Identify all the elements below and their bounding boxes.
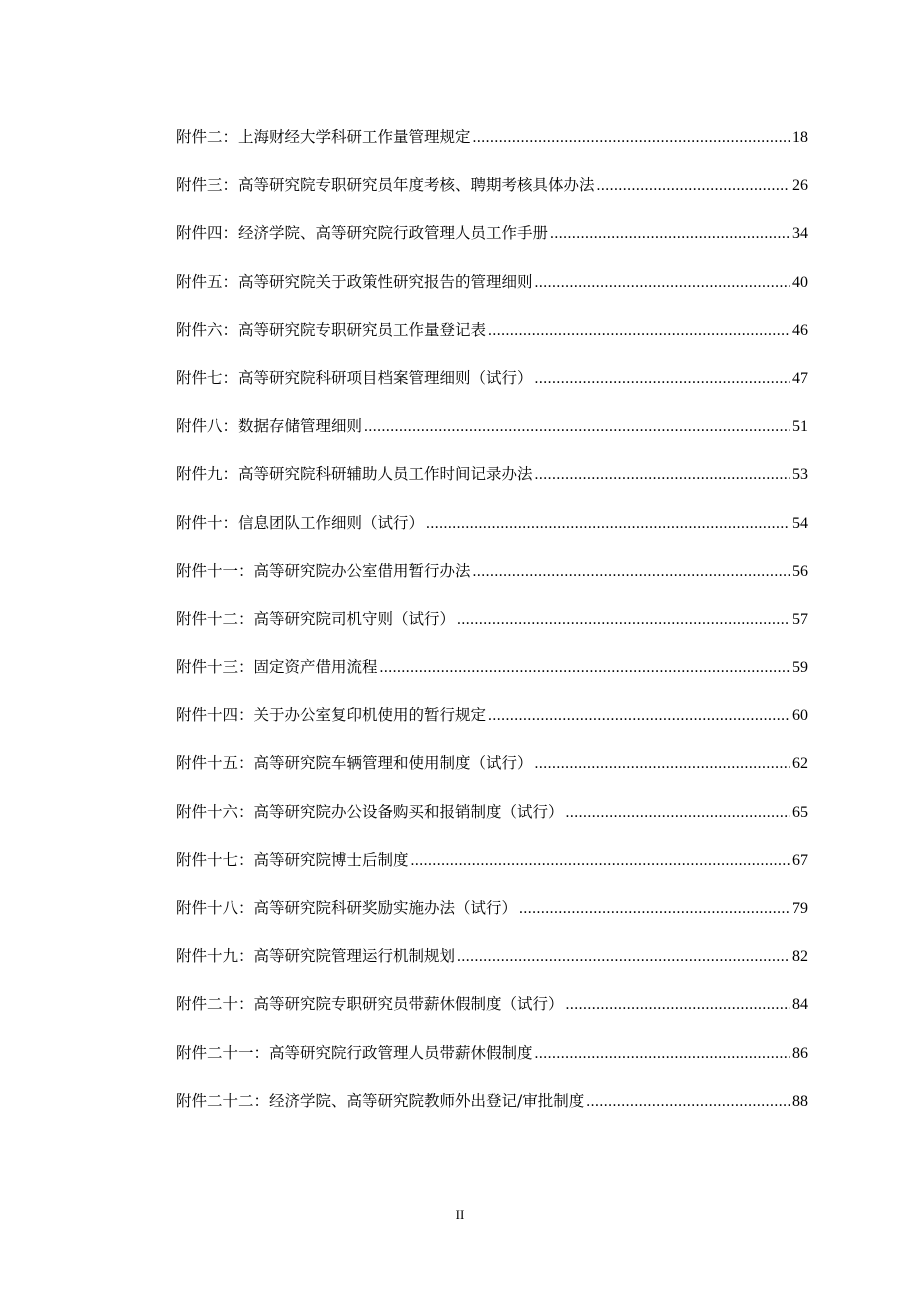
toc-dot-leader bbox=[488, 692, 790, 740]
toc-dot-leader bbox=[519, 885, 790, 933]
toc-dot-leader bbox=[550, 210, 790, 258]
toc-dot-leader bbox=[535, 740, 790, 788]
toc-entry-title: 附件二：上海财经大学科研工作量管理规定 bbox=[176, 128, 471, 146]
toc-entry-title: 附件四：经济学院、高等研究院行政管理人员工作手册 bbox=[176, 224, 549, 243]
toc-entry-title: 附件十七：高等研究院博士后制度 bbox=[176, 850, 409, 869]
toc-entry-page-number: 84 bbox=[792, 996, 808, 1014]
toc-entry-page-number: 26 bbox=[792, 177, 808, 195]
toc-entry[interactable] bbox=[176, 402, 808, 450]
toc-entry[interactable] bbox=[176, 499, 808, 547]
toc-entry-title: 附件十三：固定资产借用流程 bbox=[176, 658, 378, 677]
toc-entry-title: 附件十九：高等研究院管理运行机制规划 bbox=[176, 947, 456, 966]
toc-entry[interactable] bbox=[176, 209, 808, 257]
toc-entry-title: 附件十一：高等研究院办公室借用暂行办法 bbox=[176, 561, 471, 580]
toc-entry[interactable] bbox=[176, 691, 808, 739]
toc-entry-title: 附件二十：高等研究院专职研究员带薪休假制度（试行） bbox=[176, 995, 564, 1014]
toc-entry-page-number: 67 bbox=[792, 851, 808, 869]
toc-entry-title: 附件三：高等研究院专职研究员年度考核、聘期考核具体办法 bbox=[176, 176, 595, 195]
toc-dot-leader bbox=[566, 789, 790, 837]
toc-entry-page-number: 62 bbox=[792, 755, 808, 773]
toc-entry-title: 附件九：高等研究院科研辅助人员工作时间记录办法 bbox=[176, 465, 533, 484]
toc-entry-page-number: 82 bbox=[792, 948, 808, 966]
toc-dot-leader bbox=[457, 596, 790, 644]
toc-entry-title: 附件十：信息团队工作细则（试行） bbox=[176, 513, 425, 532]
toc-entry-page-number: 53 bbox=[792, 466, 808, 484]
toc-dot-leader bbox=[535, 1030, 790, 1078]
toc-entry[interactable] bbox=[176, 547, 808, 595]
toc-entry[interactable] bbox=[176, 1029, 808, 1077]
toc-entry[interactable] bbox=[176, 161, 808, 209]
toc-entry[interactable] bbox=[176, 1077, 808, 1125]
toc-entry-page-number: 79 bbox=[792, 900, 808, 917]
toc-entry-title: 附件七：高等研究院科研项目档案管理细则（试行） bbox=[176, 368, 533, 387]
toc-dot-leader bbox=[597, 162, 790, 210]
toc-entry-page-number: 86 bbox=[792, 1044, 808, 1062]
toc-entry[interactable] bbox=[176, 739, 808, 787]
toc-entry[interactable] bbox=[176, 306, 808, 354]
toc-dot-leader bbox=[488, 307, 790, 355]
toc-dot-leader bbox=[566, 981, 790, 1029]
toc-entry-page-number: 88 bbox=[792, 1092, 808, 1110]
toc-entry-page-number: 47 bbox=[792, 369, 808, 387]
toc-dot-leader bbox=[535, 355, 790, 403]
toc-dot-leader bbox=[364, 403, 790, 451]
toc-dot-leader bbox=[586, 1078, 790, 1126]
toc-entry-title: 附件十二：高等研究院司机守则（试行） bbox=[176, 609, 456, 628]
toc-entry-title: 附件十八：高等研究院科研奖励实施办法（试行） bbox=[176, 899, 518, 917]
toc-dot-leader bbox=[457, 933, 790, 981]
toc-entry-title: 附件十六：高等研究院办公设备购买和报销制度（试行） bbox=[176, 802, 564, 821]
toc-dot-leader bbox=[426, 500, 790, 548]
toc-entry[interactable] bbox=[176, 354, 808, 402]
toc-entry-title: 附件六：高等研究院专职研究员工作量登记表 bbox=[176, 320, 487, 339]
toc-entry[interactable] bbox=[176, 113, 808, 161]
toc-entry-page-number: 54 bbox=[792, 514, 808, 532]
toc-entry-page-number: 40 bbox=[792, 273, 808, 291]
toc-entry[interactable] bbox=[176, 884, 808, 932]
toc-entry-page-number: 56 bbox=[792, 562, 808, 580]
toc-entry[interactable] bbox=[176, 932, 808, 980]
toc-dot-leader bbox=[473, 548, 790, 596]
toc-entry[interactable] bbox=[176, 258, 808, 306]
toc-entry-title: 附件五：高等研究院关于政策性研究报告的管理细则 bbox=[176, 272, 533, 291]
toc-entry-page-number: 51 bbox=[792, 418, 808, 436]
toc-entry[interactable] bbox=[176, 980, 808, 1028]
toc-entry-page-number: 18 bbox=[792, 129, 808, 146]
toc-entry-page-number: 46 bbox=[792, 321, 808, 339]
toc-dot-leader bbox=[411, 837, 790, 885]
toc-entry-page-number: 65 bbox=[792, 803, 808, 821]
page-number: II bbox=[455, 1207, 465, 1222]
toc-entry[interactable] bbox=[176, 643, 808, 691]
toc-entry-title: 附件二十二：经济学院、高等研究院教师外出登记/审批制度 bbox=[176, 1091, 585, 1110]
toc-entry-page-number: 60 bbox=[792, 707, 808, 725]
toc-entry-title: 附件二十一：高等研究院行政管理人员带薪休假制度 bbox=[176, 1043, 533, 1062]
table-of-contents bbox=[176, 113, 808, 1125]
toc-entry[interactable] bbox=[176, 788, 808, 836]
toc-dot-leader bbox=[380, 644, 790, 692]
toc-entry-page-number: 59 bbox=[792, 659, 808, 677]
toc-entry-title: 附件八：数据存储管理细则 bbox=[176, 417, 363, 436]
toc-dot-leader bbox=[535, 259, 790, 307]
toc-entry-title: 附件十四：关于办公室复印机使用的暂行规定 bbox=[176, 706, 487, 725]
toc-entry[interactable] bbox=[176, 595, 808, 643]
toc-dot-leader bbox=[535, 451, 790, 499]
toc-entry-title: 附件十五：高等研究院车辆管理和使用制度（试行） bbox=[176, 754, 533, 773]
toc-entry[interactable] bbox=[176, 836, 808, 884]
toc-entry-page-number: 57 bbox=[792, 610, 808, 628]
toc-entry-page-number: 34 bbox=[792, 225, 808, 243]
toc-entry[interactable] bbox=[176, 450, 808, 498]
toc-dot-leader bbox=[473, 114, 790, 162]
